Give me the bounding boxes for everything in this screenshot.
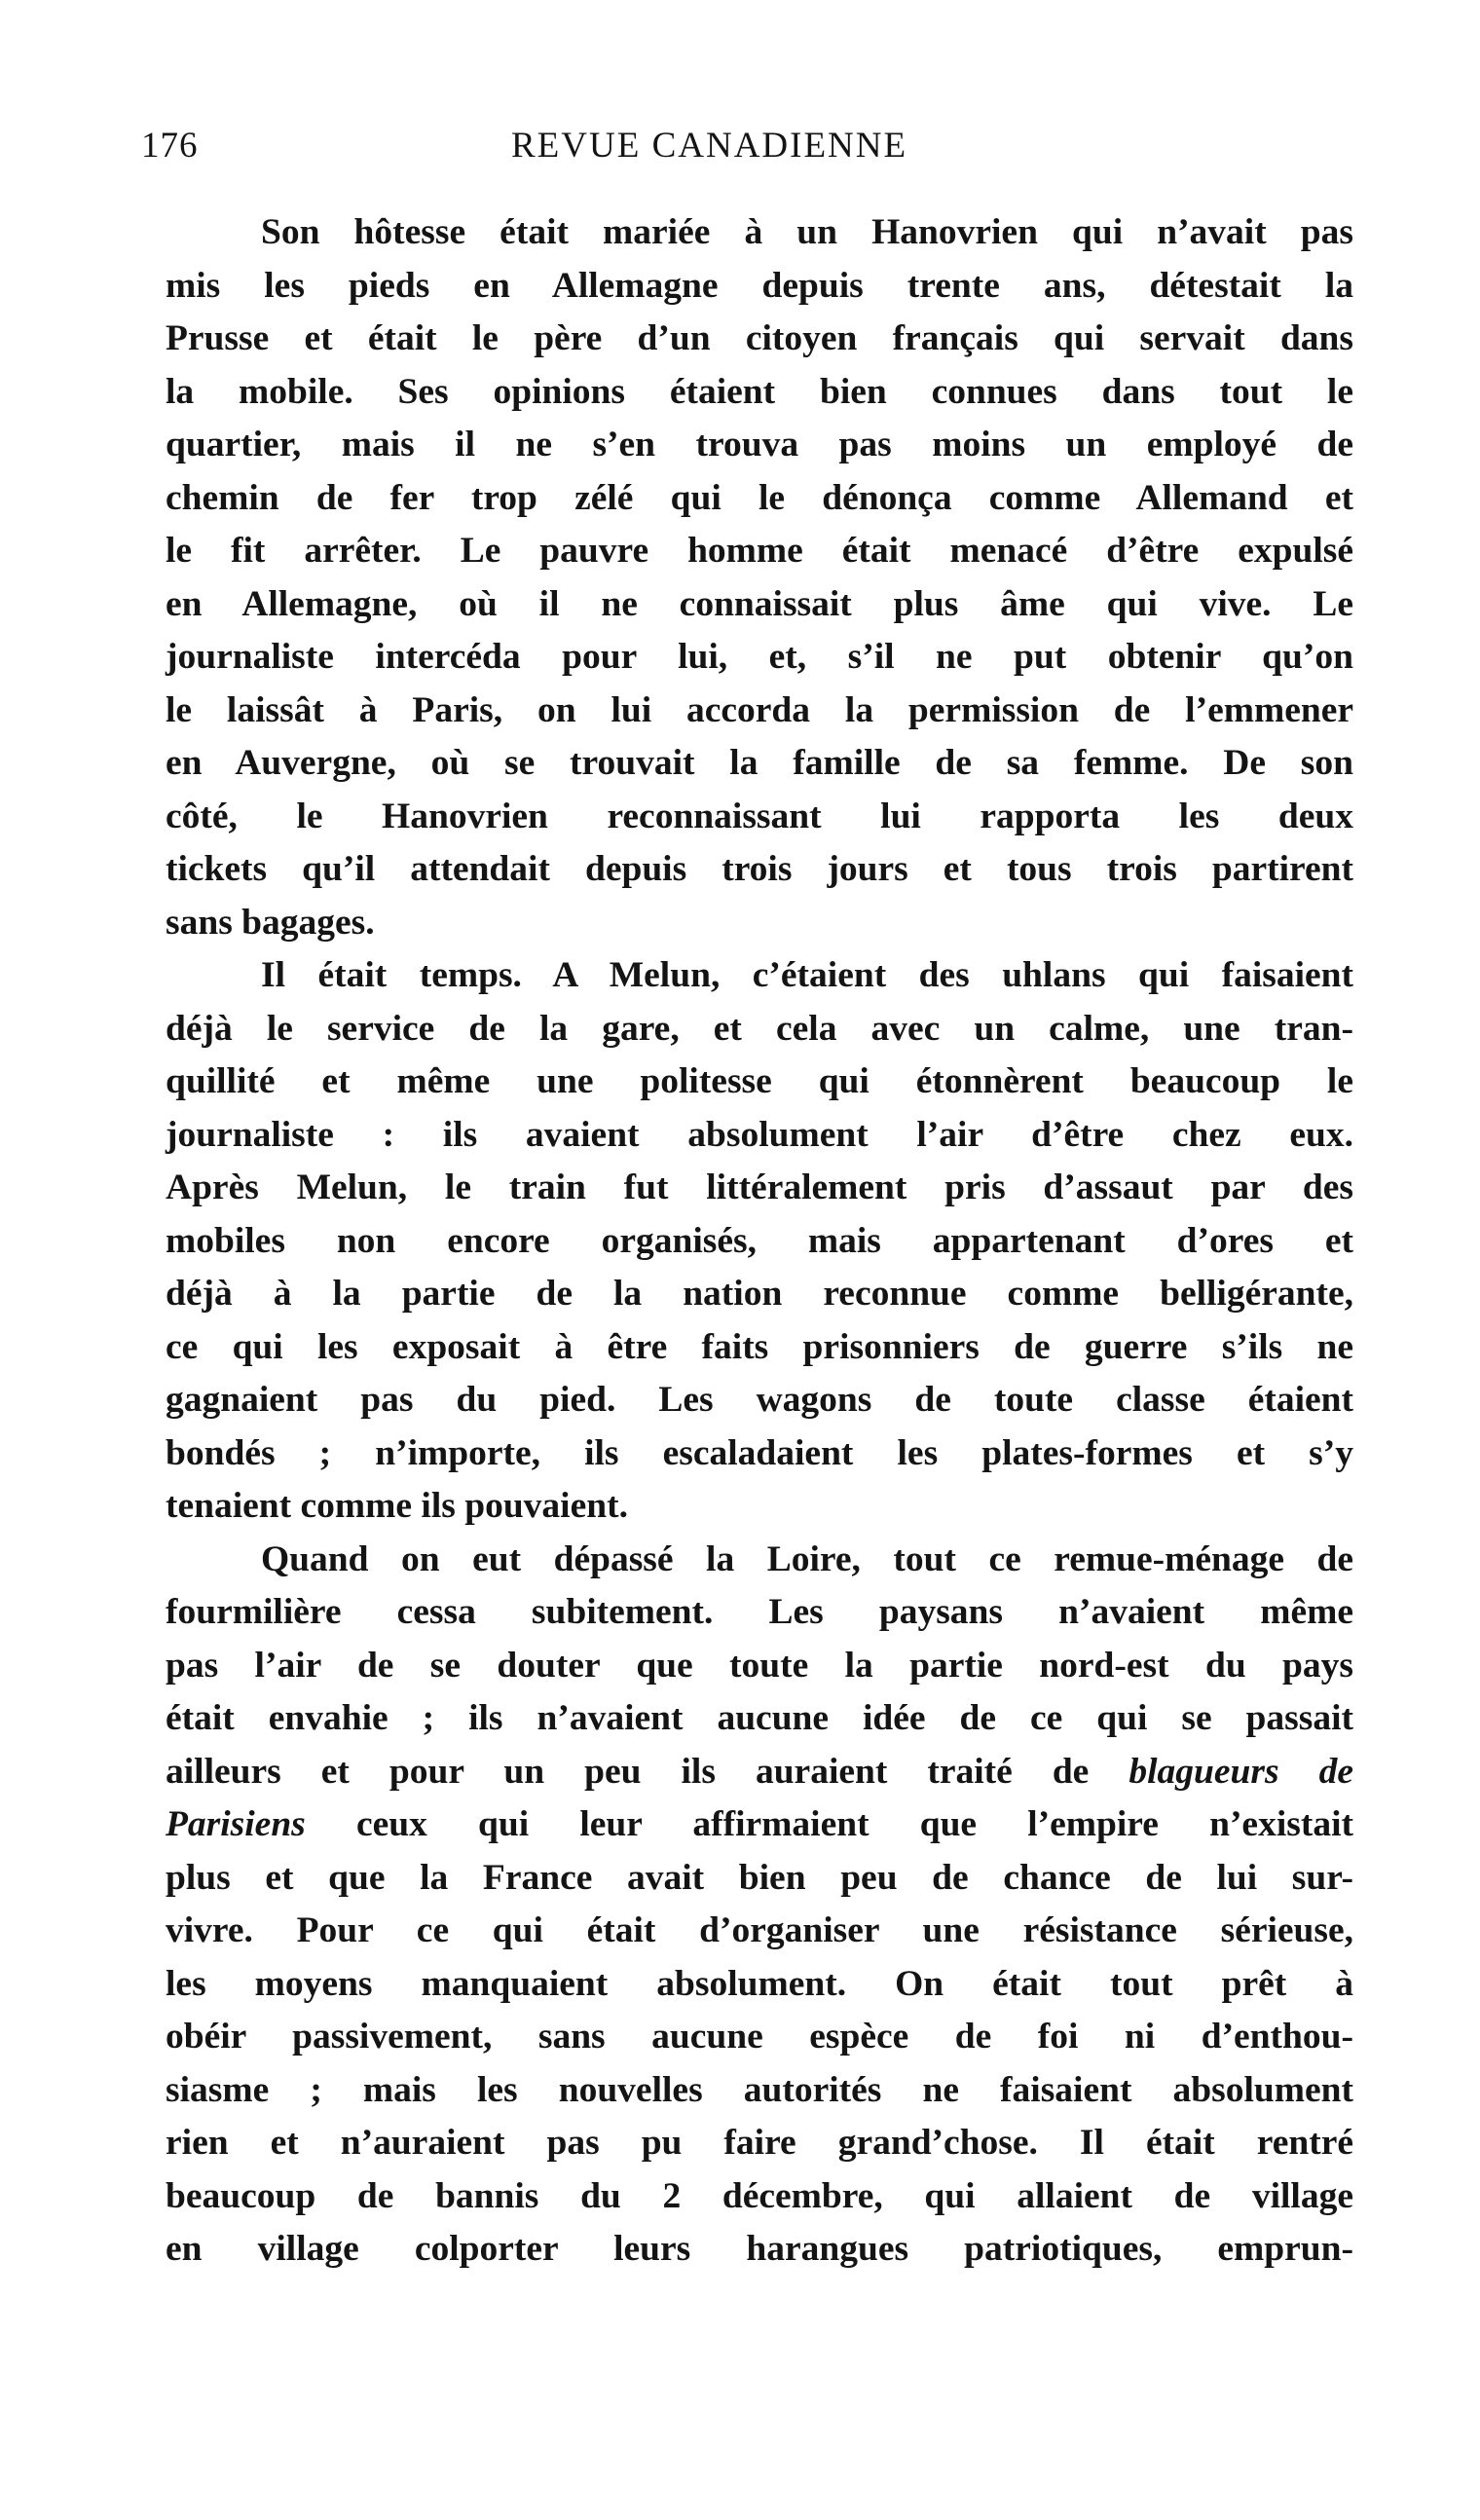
paragraph-2 [166,949,1353,1534]
text-line: siasme ; mais les nouvelles autorités ne faisaient absolument [166,2069,1353,2110]
text-line: sans bagages. [166,902,375,943]
text-line: Parisiens ceux qui leur affirmaient que l’empire n’existait [166,1804,1353,1844]
text-line: plus et que la France avait bien peu de chance de lui sur- [166,1857,1353,1898]
text-line: en Allemagne, où il ne connaissait plus âme qui vive. Le [166,583,1353,624]
text-line: Son hôtesse était mariée à un Hanovrien qui n’avait pas [261,212,1353,252]
text-line: Quand on eut dépassé la Loire, tout ce remue-ménage de [261,1538,1353,1579]
text-line: ce qui les exposait à être faits prisonniers de guerre s’ils ne [166,1326,1353,1367]
text-line: rien et n’auraient pas pu faire grand’chose. Il était rentré [166,2123,1353,2163]
text-line: Après Melun, le train fut littéralement pris d’assaut par des [166,1167,1353,1207]
text-line: Il était temps. A Melun, c’étaient des uhlans qui faisaient [261,955,1353,995]
text-line: gagnaient pas du pied. Les wagons de toute classe étaient [166,1380,1353,1420]
text-line: Prusse et était le père d’un citoyen français qui servait dans [166,318,1353,358]
italic-phrase: blagueurs de [1128,1751,1353,1792]
text-line: en village colporter leurs harangues patriotiques, emprun- [166,2229,1353,2269]
text-line: quillité et même une politesse qui étonnèrent beaucoup le [166,1061,1353,1101]
text-line: en Auvergne, où se trouvait la famille de sa femme. De son [166,743,1353,783]
text-line: fourmilière cessa subitement. Les paysans n’avaient même [166,1592,1353,1632]
italic-phrase: Parisiens [166,1804,306,1844]
paragraph-3 [166,1534,1353,2277]
text-line: la mobile. Ses opinions étaient bien connues dans tout le [166,371,1353,412]
running-title: REVUE CANADIENNE [511,126,908,166]
text-line: était envahie ; ils n’avaient aucune idée de ce qui se passait [166,1698,1353,1738]
text-line: le laissât à Paris, on lui accorda la permission de l’emmener [166,689,1353,730]
text-line: tenaient comme ils pouvaient. [166,1486,628,1526]
text-line: déjà à la partie de la nation reconnue comme belligérante, [166,1274,1353,1314]
text-line: ailleurs et pour un peu ils auraient traité de blagueurs de [166,1751,1353,1792]
page-number: 176 [141,126,199,166]
text-line: bondés ; n’importe, ils escaladaient les plates-formes et s’y [166,1432,1353,1473]
text-line: les moyens manquaient absolument. On était tout prêt à [166,1963,1353,2004]
text-line: journaliste intercéda pour lui, et, s’il ne put obtenir qu’on [166,637,1353,677]
text-line: beaucoup de bannis du 2 décembre, qui allaient de village [166,2175,1353,2216]
text-line: mis les pieds en Allemagne depuis trente ans, détestait la [166,265,1353,306]
text-line: pas l’air de se douter que toute la partie nord-est du pays [166,1645,1353,1686]
text-line: tickets qu’il attendait depuis trois jours et tous trois partirent [166,849,1353,889]
text-line: mobiles non encore organisés, mais appartenant d’ores et [166,1220,1353,1261]
text-line: obéir passivement, sans aucune espèce de foi ni d’enthou- [166,2017,1353,2057]
body-text [166,206,1353,2277]
text-line: côté, le Hanovrien reconnaissant lui rapporta les deux [166,796,1353,836]
paragraph-1 [166,206,1353,949]
text-line: vivre. Pour ce qui était d’organiser une résistance sérieuse, [166,1910,1353,1950]
text-line: quartier, mais il ne s’en trouva pas moins un employé de [166,425,1353,464]
text-line: le fit arrêter. Le pauvre homme était menacé d’être expulsé [166,531,1353,571]
text-line: journaliste : ils avaient absolument l’air d’être chez eux. [166,1114,1353,1155]
text-line: chemin de fer trop zélé qui le dénonça comme Allemand et [166,477,1353,518]
page-header [141,125,1339,183]
text-line: déjà le service de la gare, et cela avec un calme, une tran- [166,1008,1353,1049]
